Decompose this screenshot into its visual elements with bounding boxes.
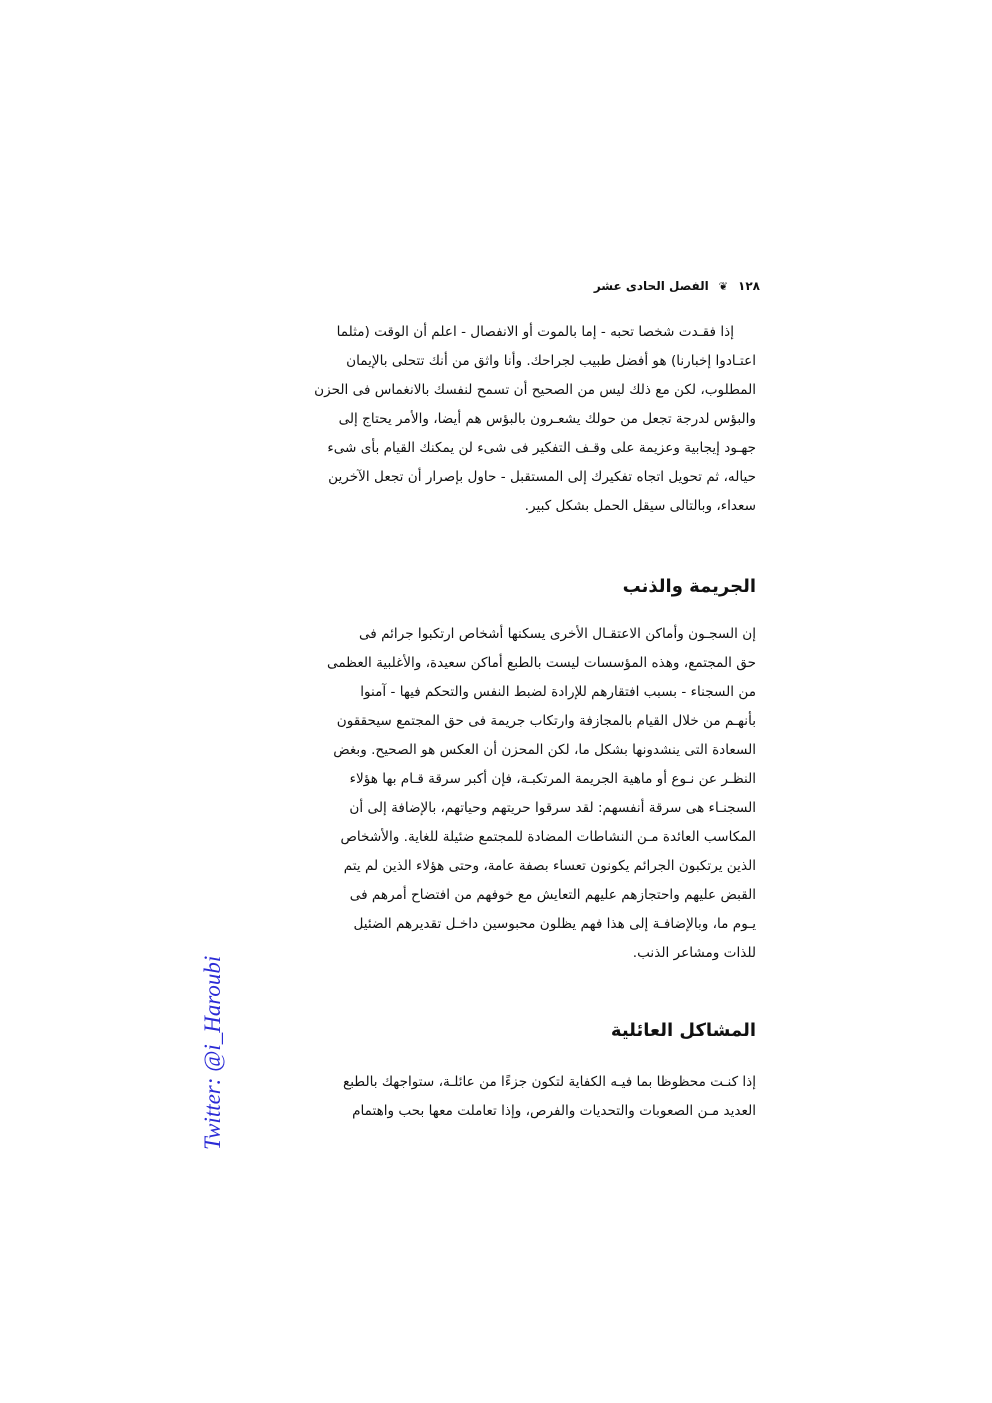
paragraph-line: سعداء، وبالتالى سيقل الحمل بشكل كبير. xyxy=(524,498,756,514)
paragraph-line: إن السجـون وأماكن الاعتقـال الأخرى يسكنها أشخاص ارتكبوا جرائم فى xyxy=(358,626,756,642)
paragraph-line: المطلوب، لكن مع ذلك ليس من الصحيح أن تسمح لنفسك بالانغماس فى الحزن xyxy=(314,382,756,398)
twitter-watermark: Twitter: @i_Haroubi xyxy=(200,955,225,1150)
paragraph-line: حق المجتمع، وهذه المؤسسات ليست بالطبع أماكن سعيدة، والأغلبية العظمى xyxy=(326,655,756,671)
paragraph-line: الذين يرتكبون الجرائم يكونون تعساء بصفة عامة، وحتى هؤلاء الذين لم يتم xyxy=(343,858,756,874)
section-body-family-problems xyxy=(244,1068,756,1126)
paragraph-line: جهـود إيجابية وعزيمة على وقـف التفكير فى شىء لن يمكنك القيام بأى شىء xyxy=(327,440,756,456)
chapter-title: الفصل الحادى عشر xyxy=(593,279,709,293)
paragraph-line: للذات ومشاعر الذنب. xyxy=(632,945,756,961)
paragraph-line: إذا كنـت محظوظا بما فيـه الكفاية لتكون جزءًا من عائلـة، ستواجهك بالطبع xyxy=(342,1074,756,1090)
paragraph-line: بأنهـم من خلال القيام بالمجازفة وارتكاب جريمة فى حق المجتمع سيحققون xyxy=(336,713,756,729)
paragraph-line: المكاسب العائدة مـن النشاطات المضادة للمجتمع ضئيلة للغاية. والأشخاص xyxy=(340,829,756,845)
paragraph-line: السعادة التى ينشدونها بشكل ما، لكن المحزن أن العكس هو الصحيح. وبغض xyxy=(333,742,756,758)
paragraph-line: العديد مـن الصعوبات والتحديات والفرص، وإذا تعاملت معها بحب واهتمام xyxy=(352,1103,756,1119)
paragraph-line: يـوم ما، وبالإضافـة إلى هذا فهم يظلون محبوسين داخـل تقديرهم الضئيل xyxy=(353,916,756,932)
paragraph-line: إذا فقـدت شخصا تحبه - إما بالموت أو الانفصال - اعلم أن الوقت (مثلما xyxy=(336,324,734,340)
ornament-icon: ❦ xyxy=(718,279,729,293)
section-heading-family-problems: المشاكل العائلية xyxy=(610,1020,756,1041)
paragraph-line: السجنـاء هى سرقة أنفسهم: لقد سرقوا حريتهم وحياتهم، بالإضافة إلى أن xyxy=(349,800,756,816)
running-header xyxy=(560,275,760,297)
paragraph-line: اعتـادوا إخبارنا) هو أفضل طبيب لجراحك. وأنا واثق من أنك تتحلى بالإيمان xyxy=(346,353,756,369)
paragraph-line: النظـر عن نـوع أو ماهية الجريمة المرتكبـة، فإن أكبر سرقة قـام بها هؤلاء xyxy=(349,771,756,787)
section-heading-crime-guilt: الجريمة والذنب xyxy=(622,576,756,597)
section-body-crime-guilt xyxy=(244,620,756,968)
paragraph-line: من السجناء - بسبب افتقارهم للإرادة لضبط النفس والتحكم فيها - آمنوا xyxy=(360,684,756,700)
intro-paragraph xyxy=(244,318,756,521)
paragraph-line: والبؤس لدرجة تجعل من حولك يشعـرون بالبؤس هم أيضا، والأمر يحتاج إلى xyxy=(338,411,756,427)
paragraph-line: حياله، ثم تحويل اتجاه تفكيرك إلى المستقبل - حاول بإصرار أن تجعل الآخرين xyxy=(328,469,756,485)
paragraph-line: القبض عليهم واحتجازهم عليهم التعايش مع خوفهم من افتضاح أمرهم فى xyxy=(349,887,756,903)
page-number: ١٢٨ xyxy=(738,279,760,293)
